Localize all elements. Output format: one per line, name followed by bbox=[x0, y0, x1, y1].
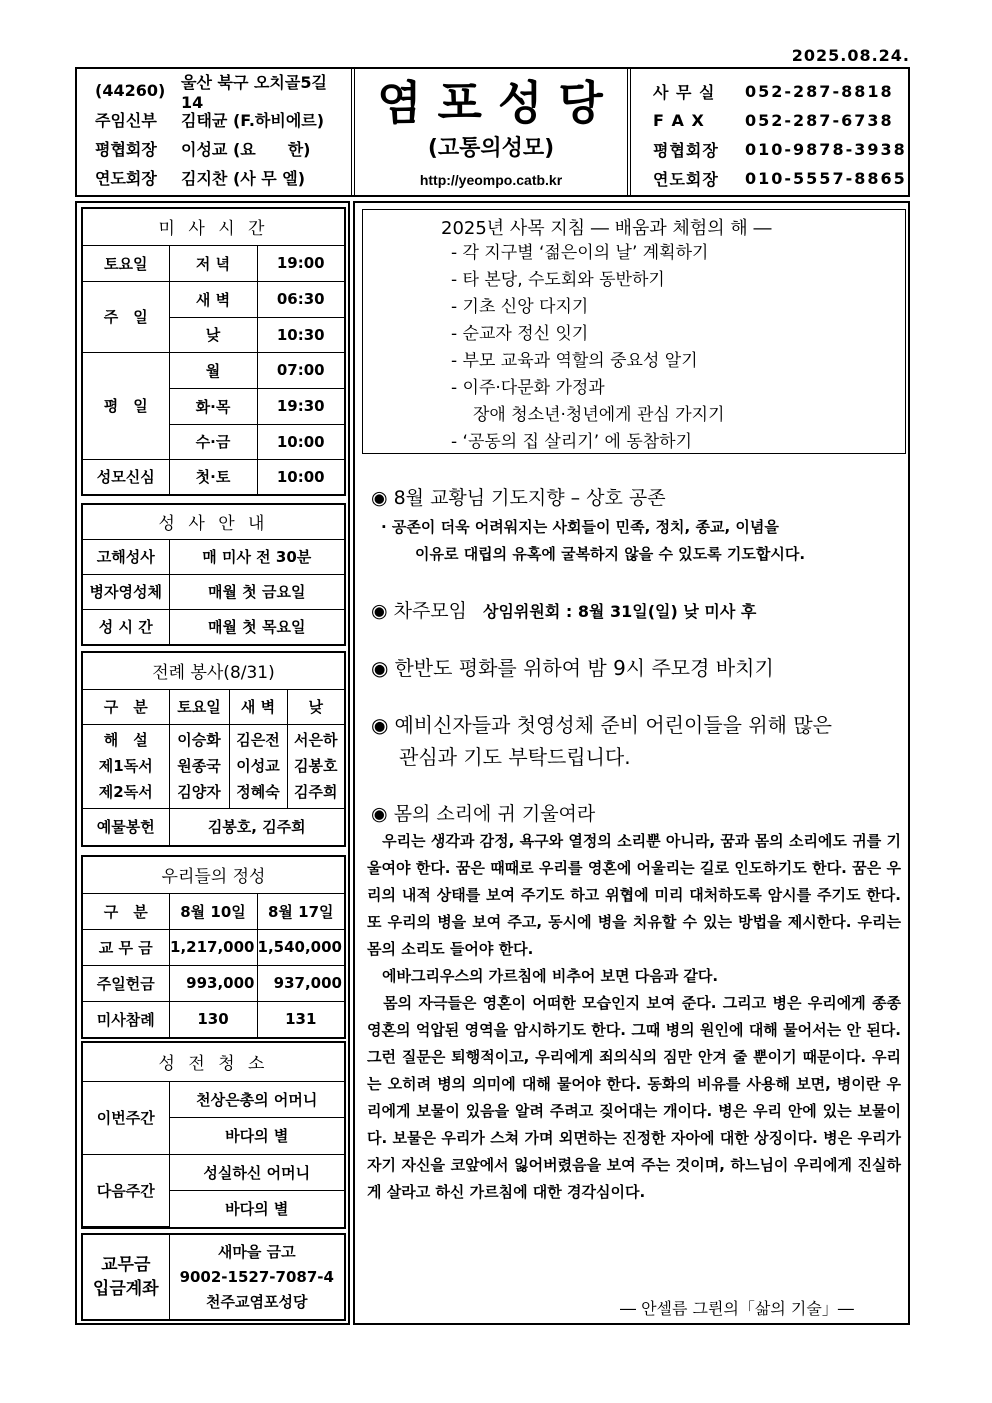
section-heading bbox=[371, 483, 901, 510]
day-label: 주 일 bbox=[83, 281, 169, 352]
reflection-title: 몸의 소리에 귀 기울여라 bbox=[393, 803, 596, 825]
time-value: 10:00 bbox=[257, 424, 344, 459]
goal-item: - 기초 신앙 다지기 bbox=[451, 297, 589, 317]
role-label: 제1독서 bbox=[98, 757, 153, 775]
person-name: 이성교 bbox=[236, 757, 280, 775]
church-url[interactable]: http://yeompo.catb.kr bbox=[419, 172, 563, 188]
person-name: 정혜숙 bbox=[236, 783, 280, 801]
contact-label: 연도회장 bbox=[653, 170, 719, 189]
person-name: 김주희 bbox=[294, 783, 338, 801]
time-value: 19:00 bbox=[257, 245, 344, 281]
week-label: 다음주간 bbox=[83, 1154, 169, 1226]
offering-value: 김봉호, 김주희 bbox=[169, 808, 344, 845]
time-label: 첫·토 bbox=[169, 459, 257, 494]
catechumen-notice bbox=[371, 709, 901, 773]
goal-item: - 각 지구별 ‘젊은이의 날’ 계획하기 bbox=[451, 243, 709, 263]
goal-item-continued: 장애 청소년·청년에게 관심 가지기 bbox=[473, 405, 725, 425]
pastoral-goals bbox=[362, 209, 906, 454]
contact-row bbox=[653, 164, 908, 193]
donation-table bbox=[83, 857, 344, 1037]
postal-code: (44260) bbox=[95, 81, 166, 100]
account-label-line: 교무금 bbox=[101, 1255, 151, 1275]
liturgy-title: 전례 봉사(8/31) bbox=[83, 653, 344, 689]
mass-times-title: 미 사 시 간 bbox=[83, 209, 344, 245]
donation-box bbox=[81, 855, 346, 1039]
sacrament-label: 성 시 간 bbox=[83, 609, 169, 644]
section-heading bbox=[371, 596, 901, 623]
donation-value: 1,540,000 bbox=[257, 929, 344, 965]
header-title bbox=[355, 69, 631, 195]
person-name: 김양자 bbox=[177, 783, 221, 801]
reflection-paragraph: 몸의 자극들은 영혼이 어떠한 모습인지 보여 준다. 그리고 병은 우리에게 종종 영혼의 억압된 영역을 암시하기도 한다. 그때 병의 원인에 대해 물어서는 안 된다. 그런 질문은 퇴행적이고, 우리에게 죄의식의 짐만 안겨 줄 뿐이기 때문이다. 우리는 오히려 병의 의미에 대해 물어야 한다. 동화의 비유를 사용해 보면, 병이란 우리에게 보물이 있음을 알려 주려고 짖어대는 개이다. 병은 우리 안에 있는 보물이다. 보물은 우리가 스쳐 가며 외면하는 진정한 자아에 대한 상징이다. 병은 우리가 자기 자신을 코앞에서 잃어버렸음을 보여 주는 것이며, 하느님이 우리에게 진실하게 살라고 하신 가르침에 대한 경각심이다. bbox=[367, 994, 901, 1201]
pope-line: 이유로 대립의 유혹에 굴복하지 않을 수 있도록 기도합시다. bbox=[415, 545, 806, 563]
contact-label: 사 무 실 bbox=[653, 83, 716, 102]
donation-label: 주일헌금 bbox=[83, 965, 169, 1001]
donation-header: 구 분 bbox=[83, 893, 169, 929]
contact-row bbox=[653, 77, 908, 106]
cleaning-group: 천상은총의 어머니 bbox=[169, 1081, 344, 1117]
sacrament-label: 고해성사 bbox=[83, 539, 169, 574]
role-label: 해 설 bbox=[103, 731, 148, 749]
donation-value: 1,217,000 bbox=[169, 929, 257, 965]
peace-prayer bbox=[371, 652, 901, 681]
info-label: 연도회장 bbox=[95, 169, 157, 188]
pope-line: · 공존이 더욱 어려워지는 사회들이 민족, 정치, 종교, 이념을 bbox=[381, 518, 779, 536]
section-heading bbox=[371, 709, 901, 741]
bank-name: 새마을 금고 bbox=[217, 1242, 296, 1261]
reflection-paragraph: 에바그리우스의 가르침에 비추어 보면 다음과 같다. bbox=[367, 967, 719, 985]
donation-value: 130 bbox=[169, 1001, 257, 1037]
time-value: 10:00 bbox=[257, 459, 344, 494]
section-heading bbox=[371, 799, 901, 826]
donation-header: 8월 10일 bbox=[169, 893, 257, 929]
header bbox=[75, 67, 910, 197]
week-label: 이번주간 bbox=[83, 1081, 169, 1154]
liturgy-header: 새 벽 bbox=[229, 689, 287, 724]
account-label bbox=[83, 1235, 169, 1319]
liturgy-header: 토요일 bbox=[169, 689, 229, 724]
info-label: 주임신부 bbox=[95, 111, 157, 130]
cleaning-box bbox=[81, 1041, 346, 1229]
catechumen-line: 관심과 기도 부탁드립니다. bbox=[399, 745, 631, 769]
sacrament-value: 매월 첫 목요일 bbox=[169, 609, 344, 644]
contact-label: F A X bbox=[653, 111, 705, 130]
contact-number: 052-287-8818 bbox=[745, 82, 894, 101]
header-info-row bbox=[95, 105, 345, 134]
main-content bbox=[353, 201, 910, 1325]
header-contacts bbox=[631, 69, 908, 195]
liturgy-header: 구 분 bbox=[83, 689, 169, 724]
sidebar bbox=[75, 201, 350, 1325]
day-label: 평 일 bbox=[83, 352, 169, 459]
cleaning-group: 바다의 별 bbox=[169, 1190, 344, 1226]
contact-number: 010-9878-3938 bbox=[745, 140, 907, 159]
peace-text: 한반도 평화를 위하여 밤 9시 주모경 바치기 bbox=[394, 656, 774, 680]
bullet-icon: ◉ bbox=[371, 803, 388, 825]
person-name: 이승화 bbox=[177, 731, 221, 749]
next-meeting bbox=[371, 596, 901, 623]
person-name: 원종국 bbox=[177, 757, 221, 775]
person-name: 김은전 bbox=[236, 731, 280, 749]
pope-title: 8월 교황님 기도지향 – 상호 공존 bbox=[393, 487, 666, 509]
day-label: 성모신심 bbox=[83, 459, 169, 494]
time-label: 화·목 bbox=[169, 388, 257, 424]
goal-item: - ‘공동의 집 살리기’ 에 동참하기 bbox=[451, 432, 693, 452]
offering-label: 예물봉헌 bbox=[83, 808, 169, 845]
time-label: 새 벽 bbox=[169, 281, 257, 317]
sacrament-box bbox=[81, 503, 346, 646]
account-box bbox=[81, 1233, 346, 1321]
bullet-icon: ◉ bbox=[371, 656, 389, 680]
donation-label: 미사참례 bbox=[83, 1001, 169, 1037]
cleaning-title: 성 전 청 소 bbox=[83, 1043, 344, 1081]
church-subtitle: (고통의성모) bbox=[427, 136, 555, 161]
info-value: 김태균 (F.하비에르) bbox=[181, 111, 325, 130]
time-label: 낮 bbox=[169, 317, 257, 352]
info-value: 김지찬 (사 무 엘) bbox=[181, 169, 306, 188]
church-name: 염포성당 bbox=[377, 76, 619, 130]
meeting-title: 차주모임 bbox=[393, 600, 468, 622]
sacrament-value: 매 미사 전 30분 bbox=[169, 539, 344, 574]
person-name: 김봉호 bbox=[294, 757, 338, 775]
contact-row bbox=[653, 135, 908, 164]
liturgy-table bbox=[83, 653, 344, 845]
day-label: 토요일 bbox=[83, 245, 169, 281]
info-value: 이성교 (요 한) bbox=[181, 140, 311, 159]
header-info-row bbox=[95, 72, 345, 112]
donation-label: 교 무 금 bbox=[83, 929, 169, 965]
account-info bbox=[169, 1235, 344, 1319]
contact-number: 052-287-6738 bbox=[745, 111, 894, 130]
account-number: 9002-1527-7087-4 bbox=[179, 1267, 334, 1286]
mass-times-box bbox=[81, 207, 346, 496]
time-value: 07:00 bbox=[257, 352, 344, 388]
liturgy-dawn bbox=[229, 724, 287, 808]
mass-times-table bbox=[83, 209, 344, 494]
account-holder: 천주교염포성당 bbox=[206, 1292, 308, 1311]
header-info bbox=[77, 69, 355, 195]
goal-item: - 순교자 정신 잇기 bbox=[451, 324, 589, 344]
donation-value: 937,000 bbox=[257, 965, 344, 1001]
bullet-icon: ◉ bbox=[371, 487, 388, 509]
sacrament-value: 매월 첫 금요일 bbox=[169, 574, 344, 609]
catechumen-line: 예비신자들과 첫영성체 준비 어린이들을 위해 많은 bbox=[394, 713, 832, 737]
cleaning-group: 바다의 별 bbox=[169, 1117, 344, 1154]
liturgy-sat bbox=[169, 724, 229, 808]
sacrament-label: 병자영성체 bbox=[83, 574, 169, 609]
liturgy-header: 낮 bbox=[287, 689, 344, 724]
liturgy-roles bbox=[83, 724, 169, 808]
cleaning-table bbox=[83, 1043, 344, 1227]
donation-header: 8월 17일 bbox=[257, 893, 344, 929]
donation-value: 131 bbox=[257, 1001, 344, 1037]
contact-label: 평협회장 bbox=[653, 141, 719, 160]
donation-title: 우리들의 정성 bbox=[83, 857, 344, 893]
time-label: 저 녁 bbox=[169, 245, 257, 281]
person-name: 서은하 bbox=[294, 731, 338, 749]
info-label: 평협회장 bbox=[95, 140, 157, 159]
reflection-paragraph: 우리는 생각과 감정, 욕구와 열정의 소리뿐 아니라, 꿈과 몸의 소리에도 귀를 기울여야 한다. 꿈은 때때로 우리를 영혼에 어울리는 길로 인도하기도 한다. 꿈은 우리의 내적 상태를 보여 주기도 하고 위협에 미리 대처하도록 암시를 주기도 한다. 또 우리의 병을 보여 주고, 동시에 병을 치유할 수 있는 방법을 제시한다. 우리는 몸의 소리도 들어야 한다. bbox=[367, 832, 901, 958]
time-value: 19:30 bbox=[257, 388, 344, 424]
role-label: 제2독서 bbox=[98, 783, 153, 801]
bullet-icon: ◉ bbox=[371, 600, 388, 622]
section-heading bbox=[371, 652, 901, 681]
liturgy-box bbox=[81, 651, 346, 847]
pope-intention bbox=[371, 483, 901, 568]
account-label-line: 입금계좌 bbox=[92, 1279, 159, 1299]
address: 울산 북구 오치골5길14 bbox=[181, 72, 327, 112]
sacrament-table bbox=[83, 505, 344, 644]
liturgy-day bbox=[287, 724, 344, 808]
time-value: 10:30 bbox=[257, 317, 344, 352]
source-credit: ― 안셀름 그륀의「삶의 기술」― bbox=[620, 1299, 854, 1318]
donation-value: 993,000 bbox=[169, 965, 257, 1001]
bullet-icon: ◉ bbox=[371, 713, 389, 737]
contact-number: 010-5557-8865 bbox=[745, 169, 907, 188]
reflection bbox=[367, 799, 901, 1206]
time-label: 월 bbox=[169, 352, 257, 388]
contact-row bbox=[653, 106, 908, 135]
goals-title: 2025년 사목 지침 ― 배움과 체험의 해 ― bbox=[441, 218, 772, 239]
header-info-row bbox=[95, 163, 345, 192]
goal-item: - 타 본당, 수도회와 동반하기 bbox=[451, 270, 665, 290]
time-label: 수·금 bbox=[169, 424, 257, 459]
sacrament-title: 성 사 안 내 bbox=[83, 505, 344, 539]
meeting-detail: 상임위원회 : 8월 31일(일) 낮 미사 후 bbox=[483, 602, 757, 621]
header-info-row bbox=[95, 134, 345, 163]
goal-item: - 이주·다문화 가정과 bbox=[451, 378, 605, 398]
account-table bbox=[83, 1235, 344, 1319]
goal-item: - 부모 교육과 역할의 중요성 알기 bbox=[451, 351, 698, 371]
bulletin-date: 2025.08.24. bbox=[791, 46, 910, 65]
cleaning-group: 성실하신 어머니 bbox=[169, 1154, 344, 1190]
time-value: 06:30 bbox=[257, 281, 344, 317]
